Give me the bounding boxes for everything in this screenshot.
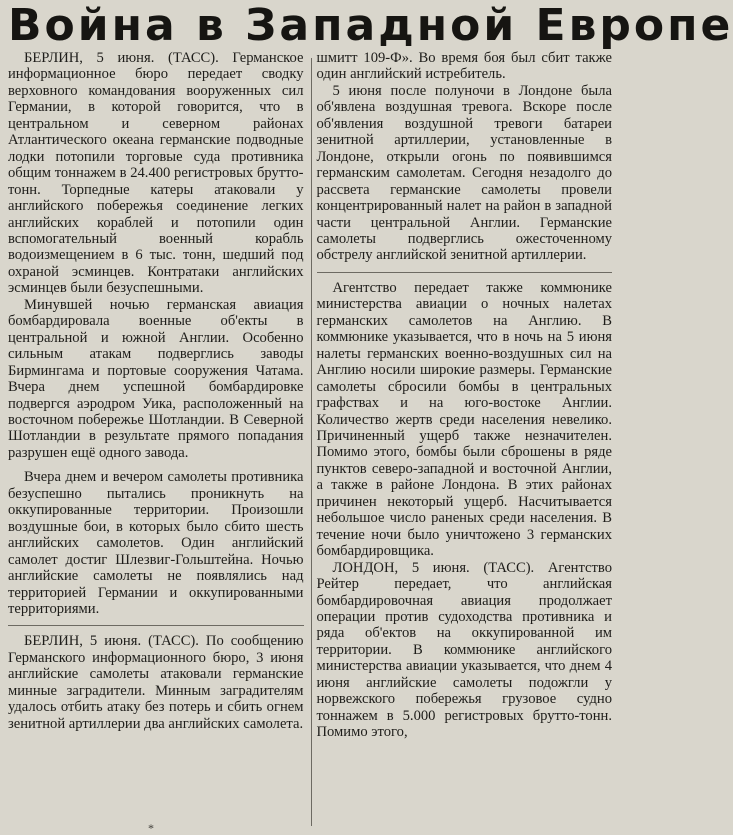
headline: Война в Западной Европе xyxy=(8,0,733,51)
report-london-alarm: 5 июня после полуночи в Лондоне была об'явлена воздушная тревога. Вскоре после об'явления воздушной тревоги батареи зенитной артиллерии, установленные в Лондоне, открыли огонь по появившимся германским самолетам. Сегодня незадолго до рассвета германские самолеты провели концентрированный налет на район в западной части центральной Англии. Германские самолеты подверглись ожесточенному обстрелу английской зенитной артиллерии. xyxy=(316,82,612,264)
report-berlin-navy: БЕРЛИН, 5 июня. (ТАСС). Германское информационное бюро передает сводку верховного командования вооруженных сил Германии, в которой говорится, что в центральном и северном районах Атлантического океана германские подводные лодки потопили торговые суда противника общим тоннажем в 24.400 регистровых брутто-тонн. Торпедные катеры атаковали у английского побережья соединение легких английских кораблей и потопили один вспомогательный военный корабль водоизмещением в 6 тыс. тонн, шедший под охраной эсминцев. Контратаки английских эсминцев были безуспешными. xyxy=(8,50,304,297)
report-air-ministry-communique: Агентство передает также коммюнике министерства авиации о ночных налетах германских самолетов на Англию. В коммюнике указывается, что в ночь на 5 июня налеты германских военно-воздушных сил на Англию носили широкие размеры. Германские самолеты сбросили бомбы в центральных графствах и на юго-востоке Англии. Количество жертв среди населения невелико. Причиненный ущерб также незначителен. Помимо этого, бомбы были сброшены в ряде пунктов северо-западной и восточной Англии, а также в районе Лондона. В этих районах причинен некоторый ущерб. Насчитывается небольшое число раненых среди населения. В течение ночи было уничтожено 3 германских бомбардировщика. xyxy=(316,279,612,560)
right-column xyxy=(308,50,613,830)
asterisk-ornament: * xyxy=(148,821,154,835)
report-berlin-minelayers: БЕРЛИН, 5 июня. (ТАСС). По сообщению Германского информационного бюро, 3 июня английские самолеты атаковали германские минные заградители. Минным заградителям удалось отбить атаку без потерь и сбить огнем зенитной артиллерии два английских самолета. xyxy=(8,633,304,732)
report-air-battles: Вчера днем и вечером самолеты противника безуспешно пытались проникнуть на оккупированные территории. Произошли воздушные бои, в которых было сбито шесть английских самолетов. Один английский самолет достиг Шлезвиг-Гольштейна. Ночью английские самолеты не появлялись над территорией Германии и оккупированными территориями. xyxy=(8,469,304,617)
report-london-reuters: ЛОНДОН, 5 июня. (ТАСС). Агентство Рейтер передает, что английская бомбардировочная авиация продолжает операции против судоходства противника и ряда об'ектов на оккупированной им территории. В коммюнике английского министерства авиации указывается, что днем 4 июня английские самолеты подожгли у норвежского побережья грузовое судно тоннажем в 5.000 регистровых брутто-тонн. Помимо этого, xyxy=(316,559,612,741)
column-separator xyxy=(8,625,304,626)
column-rule xyxy=(311,58,312,826)
article-columns xyxy=(8,50,612,830)
left-column xyxy=(8,50,308,830)
report-continuation: шмитт 109-Ф». Во время боя был сбит также один английский истребитель. xyxy=(316,50,612,83)
column-separator xyxy=(317,272,613,273)
report-luftwaffe-raids: Минувшей ночью германская авиация бомбардировала военные об'екты в центральной и южной Англии. Особенно сильным атакам подверглись заводы Бирмингама и портовые сооружения Чатама. Вчера днем успешной бомбардировке подвергся аэродром Уика, расположенный на восточном побережье Шотландии. В Северной Шотландии в результате прямого попадания разрушен ещё одного завода. xyxy=(8,296,304,461)
